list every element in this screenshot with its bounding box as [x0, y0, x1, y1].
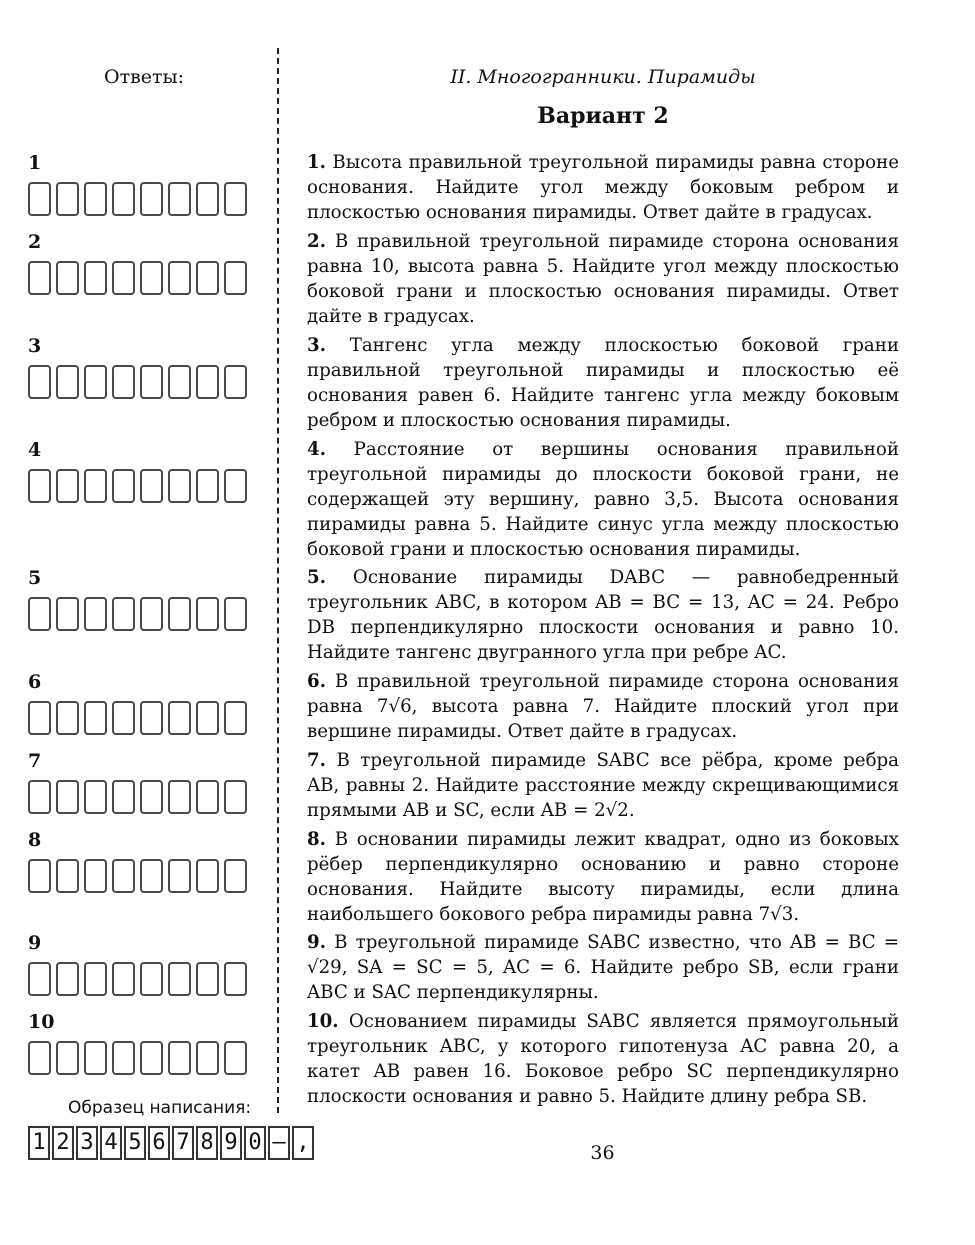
task-5 [307, 565, 899, 665]
task-text: В основании пирамиды лежит квадрат, одно из боковых рёбер перпендикулярно основанию и равно стороне основания. Найдите высоту пирамиды, если длина наибольшего бокового ребра пирамиды равна 7√3. [307, 829, 899, 925]
answer-cells[interactable] [28, 780, 252, 814]
task-10 [307, 1009, 899, 1109]
cut-line [277, 48, 279, 1113]
answer-field-8 [28, 829, 252, 893]
answer-cells[interactable] [28, 597, 252, 631]
task-number: 4. [307, 439, 326, 460]
sample-char: 1 [28, 1126, 50, 1160]
answer-field-10 [28, 1011, 252, 1075]
sample-char: 4 [100, 1126, 122, 1160]
task-number: 1. [307, 152, 326, 173]
answer-number: 9 [28, 932, 42, 954]
answer-field-5 [28, 567, 252, 631]
task-4 [307, 437, 899, 562]
answers-label: Ответы: [104, 66, 185, 88]
task-3 [307, 333, 899, 433]
sample-char: 3 [76, 1126, 98, 1160]
task-9 [307, 930, 899, 1005]
section-title: II. Многогранники. Пирамиды [450, 66, 756, 88]
answer-cells[interactable] [28, 859, 252, 893]
answer-number: 8 [28, 829, 42, 851]
answer-field-9 [28, 932, 252, 996]
task-number: 3. [307, 335, 326, 356]
answer-number: 1 [28, 152, 42, 174]
answer-field-2 [28, 231, 252, 295]
sample-digits [28, 1126, 316, 1160]
answer-field-4 [28, 439, 252, 503]
answer-cells[interactable] [28, 182, 252, 216]
task-2 [307, 229, 899, 329]
task-text: Основанием пирамиды SABC является прямоугольный треугольник ABC, у которого гипотенуза AC равна 20, а катет AB равен 16. Боковое ребро SC перпендикулярно плоскости основания и равно 5. Найдите длину ребра SB. [307, 1011, 899, 1107]
answer-cells[interactable] [28, 701, 252, 735]
page-number: 36 [590, 1142, 615, 1164]
answer-cells[interactable] [28, 365, 252, 399]
task-text: Основание пирамиды DABC — равнобедренный треугольник ABC, в котором AB = BC = 13, AC = 24. Ребро DB перпендикулярно плоскости основания и равно 10. Найдите тангенс двугранного угла при ребре AC. [307, 567, 899, 663]
task-text: В треугольной пирамиде SABC все рёбра, кроме ребра AB, равны 2. Найдите расстояние между скрещивающимися прямыми AB и SC, если AB = 2√2. [307, 750, 899, 821]
task-number: 8. [307, 829, 326, 850]
task-8 [307, 827, 899, 927]
answer-number: 2 [28, 231, 42, 253]
answer-number: 10 [28, 1011, 55, 1033]
task-number: 6. [307, 671, 326, 692]
sample-char: 6 [148, 1126, 170, 1160]
answer-cells[interactable] [28, 469, 252, 503]
task-6 [307, 669, 899, 744]
sample-char: 8 [196, 1126, 218, 1160]
task-text: В правильной треугольной пирамиде сторона основания равна 10, высота равна 5. Найдите угол между плоскостью боковой грани и плоскостью основания пирамиды. Ответ дайте в градусах. [307, 231, 899, 327]
answer-number: 6 [28, 671, 42, 693]
task-number: 5. [307, 567, 326, 588]
sample-char: 0 [244, 1126, 266, 1160]
task-text: В треугольной пирамиде SABC известно, что AB = BC = √29, SA = SC = 5, AC = 6. Найдите ребро SB, если грани ABC и SAC перпендикулярны. [307, 932, 899, 1003]
answer-field-6 [28, 671, 252, 735]
answer-number: 3 [28, 335, 42, 357]
task-7 [307, 748, 899, 823]
answer-number: 7 [28, 750, 42, 772]
answer-field-1 [28, 152, 252, 216]
sample-char: 9 [220, 1126, 242, 1160]
task-number: 7. [307, 750, 326, 771]
sample-char: 2 [52, 1126, 74, 1160]
answer-cells[interactable] [28, 1041, 252, 1075]
task-text: Высота правильной треугольной пирамиды равна стороне основания. Найдите угол между боковым ребром и плоскостью основания пирамиды. Ответ дайте в градусах. [307, 152, 899, 223]
sample-char: , [292, 1126, 314, 1160]
answer-cells[interactable] [28, 962, 252, 996]
sample-label: Образец написания: [68, 1098, 252, 1118]
sample-char: 5 [124, 1126, 146, 1160]
task-number: 2. [307, 231, 326, 252]
answer-field-7 [28, 750, 252, 814]
task-text: Расстояние от вершины основания правильной треугольной пирамиды до плоскости боковой грани, не содержащей эту вершину, равно 3,5. Высота основания пирамиды равна 5. Найдите синус угла между плоскостью боковой грани и плоскостью основания пирамиды. [307, 439, 899, 560]
answer-field-3 [28, 335, 252, 399]
task-number: 9. [307, 932, 326, 953]
task-1 [307, 150, 899, 225]
task-text: В правильной треугольной пирамиде сторона основания равна 7√6, высота равна 7. Найдите плоский угол при вершине пирамиды. Ответ дайте в градусах. [307, 671, 899, 742]
answer-cells[interactable] [28, 261, 252, 295]
sample-char: 7 [172, 1126, 194, 1160]
answer-number: 5 [28, 567, 42, 589]
task-text: Тангенс угла между плоскостью боковой грани правильной треугольной пирамиды и плоскостью её основания равен 6. Найдите тангенс угла между боковым ребром и плоскостью основания пирамиды. [307, 335, 899, 431]
variant-title: Вариант 2 [537, 103, 669, 129]
task-number: 10. [307, 1011, 339, 1032]
answer-number: 4 [28, 439, 42, 461]
sample-char: – [268, 1126, 290, 1160]
